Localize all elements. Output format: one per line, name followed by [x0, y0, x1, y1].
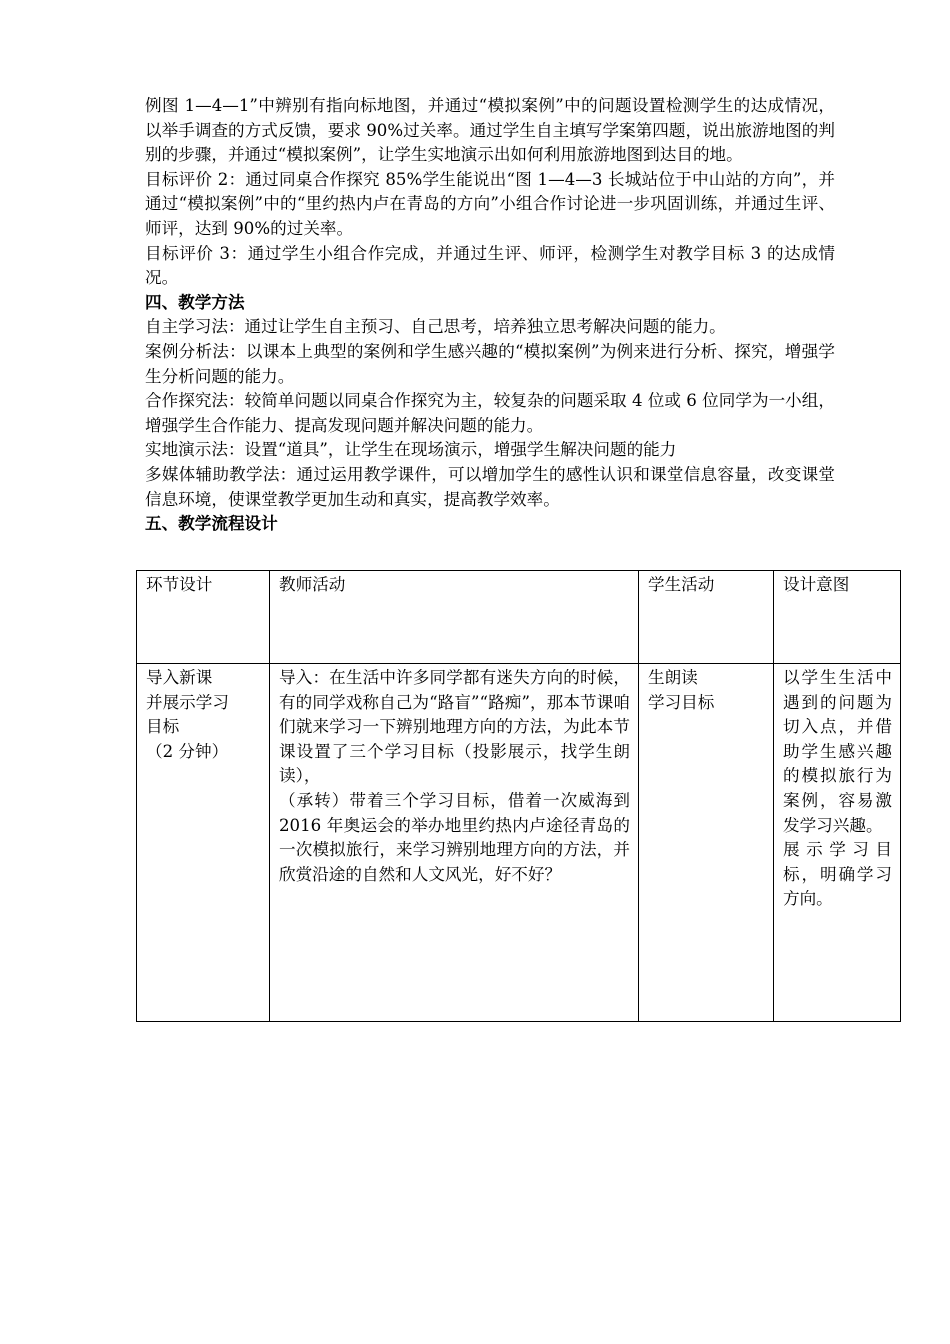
method-item-case-analysis: 案例分析法：以课本上典型的案例和学生感兴趣的“模拟案例”为例来进行分析、探究，增强学生分析问题的能力。 [145, 341, 835, 386]
table-row [137, 664, 901, 1022]
cell-student-activity [639, 664, 774, 1022]
paragraph-evaluation-2: 目标评价 2：通过同桌合作探究 85%学生能说出“图 1—4—3 长城站位于中山站的方向”，并通过“模拟案例”中的“里约热内卢在青岛的方向”小组合作讨论进一步巩固训练，并通过生评、师评，达到 90%的过关率。 [145, 169, 835, 238]
document-page [145, 94, 835, 537]
student-activity-line: 学习目标 [648, 692, 715, 712]
method-item-demonstration: 实地演示法：设置“道具”，让学生在现场演示，增强学生解决问题的能力 [145, 440, 677, 460]
paragraph-evaluation-1: 例图 1—4—1”中辨别有指向标地图，并通过“模拟案例”中的问题设置检测学生的达成情况，以举手调查的方式反馈，要求 90%过关率。通过学生自主填写学案第四题，说出旅游地图的判别的步骤，并通过“模拟案例”，让学生实地演示出如何利用旅游地图到达目的地。 [145, 96, 835, 165]
intent-text: 以学生生活中遇到的问题为切入点，并借助学生感兴趣的模拟旅行为案例，容易激发学习兴趣。 [783, 668, 892, 835]
method-item-self-study: 自主学习法：通过让学生自主预习、自己思考，培养独立思考解决问题的能力。 [145, 317, 726, 337]
table-header-row [137, 571, 901, 664]
section-heading-flow: 五、教学流程设计 [145, 514, 278, 534]
teaching-flow-table [136, 570, 901, 1022]
cell-teacher-activity [270, 664, 639, 1022]
intent-text: 展示学习目标，明确学习方向。 [783, 840, 892, 909]
stage-line: 导入新课 [146, 668, 213, 687]
header-teacher-activity: 教师活动 [270, 571, 639, 664]
stage-line: 目标 [146, 717, 180, 737]
paragraph-evaluation-3: 目标评价 3：通过学生小组合作完成，并通过生评、师评，检测学生对教学目标 3 的达成情况。 [145, 243, 835, 288]
method-item-multimedia: 多媒体辅助教学法：通过运用教学课件，可以增加学生的感性认识和课堂信息容量，改变课堂信息环境，使课堂教学更加生动和真实，提高教学效率。 [145, 464, 835, 509]
stage-duration: （2 分钟） [146, 741, 229, 761]
student-activity-line: 生朗读 [648, 668, 698, 687]
section-heading-methods: 四、教学方法 [145, 292, 245, 312]
cell-stage [137, 664, 270, 1022]
cell-design-intent [774, 664, 901, 1022]
teacher-transition-text: （承转）带着三个学习目标，借着一次威海到 2016 年奥运会的举办地里约热内卢途径青岛的一次模拟旅行，来学习辨别地理方向的方法，并欣赏沿途的自然和人文风光，好不好？ [279, 790, 630, 884]
header-stage: 环节设计 [137, 571, 270, 664]
header-design-intent: 设计意图 [774, 571, 901, 664]
teacher-intro-text: 导入：在生活中许多同学都有迷失方向的时候，有的同学戏称自己为“路盲”“路痴”，那本节课咱们就来学习一下辨别地理方向的方法，为此本节课设置了三个学习目标（投影展示，找学生朗读）， [279, 668, 630, 786]
header-student-activity: 学生活动 [639, 571, 774, 664]
method-item-cooperative: 合作探究法：较简单问题以同桌合作探究为主，较复杂的问题采取 4 位或 6 位同学为一小组，增强学生合作能力、提高发现问题并解决问题的能力。 [145, 391, 835, 435]
stage-line: 并展示学习 [146, 692, 229, 712]
